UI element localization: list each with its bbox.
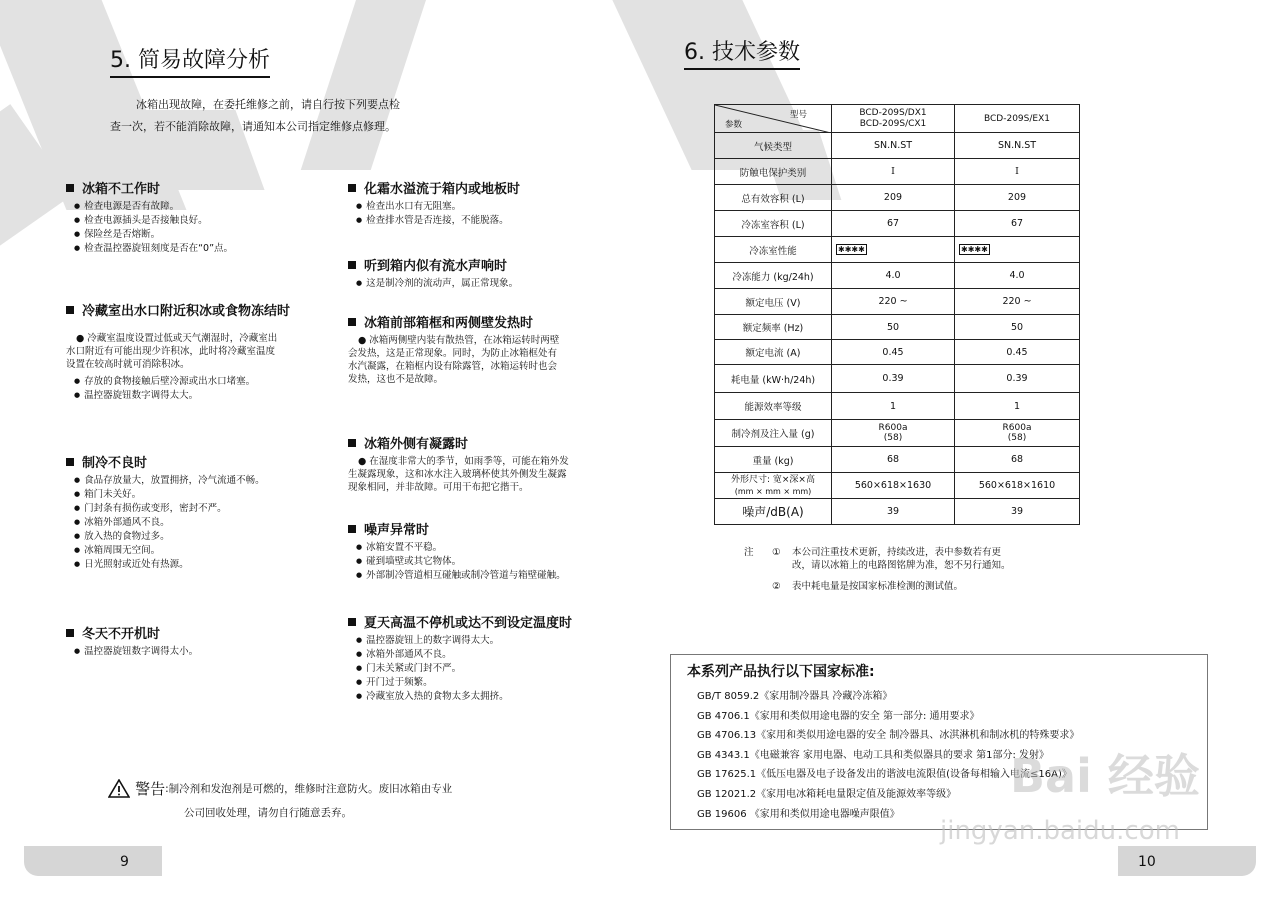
square-bullet-icon xyxy=(66,629,74,637)
paragraph-line: 现象相同，并非故障。可用干布把它揩干。 xyxy=(348,482,529,493)
list-item: ● 冰箱外部通风不良。 xyxy=(356,648,572,662)
fault-section xyxy=(348,182,520,228)
row-label: 噪声/dB(A) xyxy=(715,499,832,525)
square-bullet-icon xyxy=(348,184,356,192)
paragraph-line: ● 冰箱两侧壁内装有散热管，在冰箱运转时两壁 xyxy=(358,335,560,346)
cell-value: 68 xyxy=(832,447,955,473)
cell-value: I xyxy=(955,159,1080,185)
list-item: ● 冰箱外部通风不良。 xyxy=(74,516,265,530)
table-row xyxy=(715,237,1080,263)
table-row xyxy=(715,393,1080,420)
table-row xyxy=(715,499,1080,525)
paragraph-line: ● 冷藏室温度设置过低或天气潮湿时，冷藏室出 xyxy=(76,333,278,344)
fault-section xyxy=(348,316,559,386)
fault-title: 噪声异常时 xyxy=(348,523,566,539)
cell-value: 1 xyxy=(832,393,955,420)
fault-title: 冰箱外侧有凝露时 xyxy=(348,437,569,453)
intro-line: 冰箱出现故障，在委托维修之前，请自行按下列要点检 xyxy=(136,98,400,111)
fault-section xyxy=(348,437,569,494)
cell-value: R600a (58) xyxy=(832,420,955,447)
standard-line: GB 17625.1《低压电器及电子设备发出的谐波电流限值(设备每相输入电流≤16A)》 xyxy=(697,769,1072,781)
note-line: 表中耗电量是按国家标准检测的测试值。 xyxy=(792,581,964,592)
note-marker: ① xyxy=(772,547,781,558)
row-label: 防触电保护类别 xyxy=(715,159,832,185)
table-row xyxy=(715,159,1080,185)
page-title-left: 5. 简易故障分析 xyxy=(110,48,270,78)
table-row xyxy=(715,289,1080,315)
fault-title: 冬天不开机时 xyxy=(66,627,198,643)
list-item: ● 开门过于频繁。 xyxy=(356,676,572,690)
baidu-watermark: Bai 经验 xyxy=(1010,749,1200,803)
cell-value: R600a (58) xyxy=(955,420,1080,447)
fault-title: 制冷不良时 xyxy=(66,456,265,472)
cell-value: I xyxy=(832,159,955,185)
warning-icon xyxy=(108,779,130,798)
square-bullet-icon xyxy=(66,184,74,192)
fault-section xyxy=(66,304,290,403)
cell-value: 0.39 xyxy=(955,365,1080,393)
spec-table xyxy=(714,104,1080,525)
row-label: 制冷剂及注入量 (g) xyxy=(715,420,832,447)
cell-value: 560×618×1610 xyxy=(955,473,1080,499)
list-item: ● 存放的食物接触后壁冷源或出水口堵塞。 xyxy=(74,375,290,389)
table-row xyxy=(715,365,1080,393)
list-item: ● 检查排水管是否连接，不能脱落。 xyxy=(356,214,520,228)
row-label: 总有效容积 (L) xyxy=(715,185,832,211)
warning-label: 警告 xyxy=(135,780,166,798)
warning-text: :制冷剂和发泡剂是可燃的，维修时注意防火。废旧冰箱由专业 xyxy=(165,783,453,795)
cell-value: 220 ~ xyxy=(955,289,1080,315)
standard-line: GB/T 8059.2《家用制冷器具 冷藏冷冻箱》 xyxy=(697,691,893,702)
page-footer-bar xyxy=(24,846,162,876)
baidu-watermark-url: jingyan.baidu.com xyxy=(940,816,1180,846)
list-item: ● 检查电源插头是否接触良好。 xyxy=(74,214,233,228)
list-item: ● 温控器旋钮数字调得太大。 xyxy=(74,389,290,403)
square-bullet-icon xyxy=(348,261,356,269)
row-label: 冷冻室容积 (L) xyxy=(715,211,832,237)
standard-line: GB 19606 《家用和类似用途电器噪声限值》 xyxy=(697,808,900,820)
list-item: ● 食品存放量大，放置拥挤，冷气流通不畅。 xyxy=(74,474,265,488)
list-item: ● 门封条有损伤或变形，密封不严。 xyxy=(74,502,265,516)
paragraph-line: 会发热，这是正常现象。同时，为防止冰箱框处有 xyxy=(348,348,558,359)
standard-line: GB 4706.13《家用和类似用途电器的安全 制冷器具、冰淇淋机和制冰机的特殊要求》 xyxy=(697,730,1080,742)
bg-stroke xyxy=(301,0,429,170)
table-header-cell: BCD-209S/EX1 xyxy=(955,105,1080,133)
table-row xyxy=(715,340,1080,365)
standard-line: GB 4706.1《家用和类似用途电器的安全 第一部分: 通用要求》 xyxy=(697,710,980,722)
list-item: ● 检查温控器旋钮刻度是否在“0”点。 xyxy=(74,242,233,256)
table-row xyxy=(715,473,1080,499)
cell-value: 0.45 xyxy=(832,340,955,365)
list-item: ● 箱门未关好。 xyxy=(74,488,265,502)
row-label: 耗电量 (kW·h/24h) xyxy=(715,365,832,393)
cell-value: 39 xyxy=(955,499,1080,525)
cell-value: 4.0 xyxy=(832,263,955,289)
fault-section xyxy=(66,456,265,572)
row-label: 额定电压 (V) xyxy=(715,289,832,315)
fault-title: 冰箱前部箱框和两侧壁发热时 xyxy=(348,316,559,332)
fault-title: 化霜水溢流于箱内或地板时 xyxy=(348,182,520,198)
header-model: 型号 xyxy=(789,110,807,120)
fault-title: 夏天高温不停机或达不到设定温度时 xyxy=(348,616,572,632)
fault-title: 冰箱不工作时 xyxy=(66,182,233,198)
fault-section xyxy=(348,259,518,291)
header-param: 参数 xyxy=(725,120,743,130)
warning-block xyxy=(108,778,452,799)
model-name: BCD-209S/DX1 xyxy=(859,107,927,118)
square-bullet-icon xyxy=(348,525,356,533)
standards-title: 本系列产品执行以下国家标准: xyxy=(687,664,875,680)
cell-value: 39 xyxy=(832,499,955,525)
cell-value: 1 xyxy=(955,393,1080,420)
square-bullet-icon xyxy=(348,439,356,447)
note-line: 本公司注重技术更新，持续改进，表中参数若有更 xyxy=(792,547,1002,558)
note-marker: ② xyxy=(772,581,781,592)
cell-value: SN.N.ST xyxy=(955,133,1080,159)
square-bullet-icon xyxy=(66,306,74,314)
cell-value: 0.45 xyxy=(955,340,1080,365)
row-label: 气候类型 xyxy=(715,133,832,159)
table-header-cell xyxy=(832,105,955,133)
freezer-star-rating: ✱✱✱✱ xyxy=(955,237,1080,263)
list-item: ● 日光照射或近处有热源。 xyxy=(74,558,265,572)
list-item: ● 门未关紧或门封不严。 xyxy=(356,662,572,676)
page-number: 9 xyxy=(120,854,129,870)
square-bullet-icon xyxy=(348,318,356,326)
list-item: ● 这是制冷剂的流动声，属正常现象。 xyxy=(356,277,518,291)
row-label: 重量 (kg) xyxy=(715,447,832,473)
fault-section xyxy=(66,627,198,659)
list-item: ● 冰箱周围无空间。 xyxy=(74,544,265,558)
standards-box xyxy=(670,654,1208,830)
fault-section xyxy=(348,523,566,583)
list-item: ● 外部制冷管道相互碰触或制冷管道与箱壁碰触。 xyxy=(356,569,566,583)
cell-value: 67 xyxy=(832,211,955,237)
list-item: ● 放入热的食物过多。 xyxy=(74,530,265,544)
note-line: 改，请以冰箱上的电路图铭牌为准，恕不另行通知。 xyxy=(792,560,1011,571)
standard-line: GB 12021.2《家用电冰箱耗电量限定值及能源效率等级》 xyxy=(697,788,957,800)
paragraph-line: 生凝露现象，这和冰水注入玻璃杯使其外侧发生凝露 xyxy=(348,469,567,480)
fault-title: 冷藏室出水口附近积冰或食物冻结时 xyxy=(66,304,290,320)
paragraph-line: 设置在较高时就可消除积冰。 xyxy=(66,359,190,370)
list-item: ● 冷藏室放入热的食物太多太拥挤。 xyxy=(356,690,572,704)
page-number: 10 xyxy=(1138,854,1156,870)
list-item: ● 保险丝是否熔断。 xyxy=(74,228,233,242)
table-row xyxy=(715,263,1080,289)
model-name: BCD-209S/CX1 xyxy=(859,118,927,129)
freezer-star-rating: ✱✱✱✱ xyxy=(832,237,955,263)
table-row xyxy=(715,420,1080,447)
page-title-right: 6. 技术参数 xyxy=(684,40,800,70)
fault-section xyxy=(348,616,572,704)
cell-value: 560×618×1630 xyxy=(832,473,955,499)
paragraph-line: 水口附近有可能出现少许积冰，此时将冷藏室温度 xyxy=(66,346,276,357)
cell-value: 209 xyxy=(832,185,955,211)
cell-value: 0.39 xyxy=(832,365,955,393)
square-bullet-icon xyxy=(348,618,356,626)
row-label: 冷冻室性能 xyxy=(715,237,832,263)
fault-title: 听到箱内似有流水声响时 xyxy=(348,259,518,275)
list-item: ● 温控器旋钮上的数字调得太大。 xyxy=(356,634,572,648)
table-row xyxy=(715,211,1080,237)
paragraph-line: ● 在湿度非常大的季节，如雨季等，可能在箱外发 xyxy=(358,456,569,467)
row-label: 额定频率 (Hz) xyxy=(715,315,832,340)
list-item: ● 检查出水口有无阻塞。 xyxy=(356,200,520,214)
cell-value: SN.N.ST xyxy=(832,133,955,159)
list-item: ● 检查电源是否有故障。 xyxy=(74,200,233,214)
paragraph-line: 水汽凝露，在箱框内设有除露管，冰箱运转时也会 xyxy=(348,361,558,372)
table-row xyxy=(715,315,1080,340)
paragraph-line: 发热，这也不是故障。 xyxy=(348,374,444,385)
cell-value: 220 ~ xyxy=(832,289,955,315)
warning-text: 公司回收处理，请勿自行随意丢弃。 xyxy=(184,807,352,819)
square-bullet-icon xyxy=(66,458,74,466)
table-row xyxy=(715,447,1080,473)
standard-line: GB 4343.1《电磁兼容 家用电器、电动工具和类似器具的要求 第1部分: 发射》 xyxy=(697,749,1050,761)
fault-section xyxy=(66,182,233,256)
cell-value: 67 xyxy=(955,211,1080,237)
cell-value: 209 xyxy=(955,185,1080,211)
list-item: ● 温控器旋钮数字调得太小。 xyxy=(74,645,198,659)
row-label: 外形尺寸: 宽×深×高 (mm × mm × mm) xyxy=(715,473,832,499)
list-item: ● 冰箱安置不平稳。 xyxy=(356,541,566,555)
intro-line: 查一次，若不能消除故障，请通知本公司指定维修点修理。 xyxy=(110,120,396,133)
table-header-diagonal xyxy=(715,105,832,133)
table-row xyxy=(715,133,1080,159)
cell-value: 50 xyxy=(955,315,1080,340)
cell-value: 4.0 xyxy=(955,263,1080,289)
row-label: 额定电流 (A) xyxy=(715,340,832,365)
row-label: 冷冻能力 (kg/24h) xyxy=(715,263,832,289)
note-prefix: 注 xyxy=(744,547,754,558)
table-row xyxy=(715,185,1080,211)
cell-value: 50 xyxy=(832,315,955,340)
row-label: 能源效率等级 xyxy=(715,393,832,420)
list-item: ● 碰到墙壁或其它物体。 xyxy=(356,555,566,569)
cell-value: 68 xyxy=(955,447,1080,473)
